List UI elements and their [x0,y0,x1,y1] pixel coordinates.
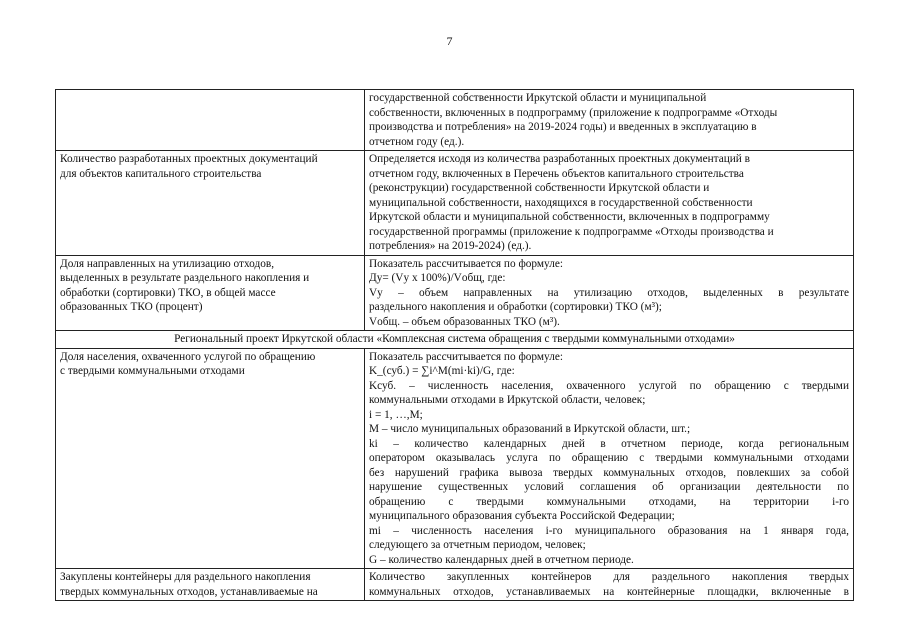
table-row [56,90,854,151]
text-line: государственной собственности Иркутской области и муниципальной [369,92,707,104]
table-row [56,255,854,331]
text-line: государственной программы (приложение к подпрограмме «Отходы производства и [369,225,774,238]
text-line: обращению с твердыми коммунальными отходами, на территории i-го [369,495,849,508]
text-line: Количество закупленных контейнеров для раздельного накопления твердых [369,571,849,583]
indicator-name-cell [56,255,365,331]
formula-line: K_(суб.) = ∑i^M(mi·ki)/G, где: [369,365,515,377]
text-line: коммунальных отходов, устанавливаемых на контейнерные площадки, включенные в [369,585,849,598]
text-line: обработки (сортировки) ТКО, в общей массе [60,286,276,299]
text-line: муниципальной собственности, находящихся в государственной собственности [369,196,753,209]
text-line: нарушение существенных условий соглашения об организации деятельности по [369,481,849,493]
text-line: отчетном году, включенных в Перечень объектов капитального строительства [369,167,744,180]
page-number: 7 [446,34,453,48]
indicator-name-cell [56,151,365,256]
text-line: M – число муниципальных образований в Иркутской области, шт.; [369,423,691,435]
text-line: (реконструкции) государственной собственности Иркутской области и [369,182,710,194]
text-line: Vобщ. – объем образованных ТКО (м³). [369,315,560,328]
text-line: твердых коммунальных отходов, устанавливаемые на [60,585,318,598]
table-row [56,348,854,569]
text-line: Показатель рассчитывается по формуле: [369,257,563,270]
text-line: отчетном году (ед.). [369,135,465,148]
text-line: с твердыми коммунальными отходами [60,365,245,377]
text-line: муниципального образования субъекта Российской Федерации; [369,510,675,522]
text-line: i = 1, …,M; [369,408,423,421]
indicator-name-cell [56,348,365,569]
text-line: Определяется исходя из количества разработанных проектных документаций в [369,153,751,165]
indicator-method-cell [365,151,854,256]
text-line: G – количество календарных дней в отчетном периоде. [369,553,634,566]
text-line: Vу – объем направленных на утилизацию отходов, выделенных в результате [369,286,849,299]
indicator-method-cell [365,255,854,331]
text-line: потребления» на 2019-2024) (ед.). [369,240,532,252]
text-line: ki – количество календарных дней в отчетном периоде, когда региональным [369,437,849,450]
text-line: Закуплены контейнеры для раздельного накопления [60,571,311,583]
indicator-method-cell [365,348,854,569]
section-heading-cell: Региональный проект Иркутской области «Комплексная система обращения с твердыми коммунальными отходами» [56,331,854,349]
text-line: без нарушений графика вывоза твердых коммунальных отходов, повлекших за собой [369,466,849,479]
text-line: Kсуб. – численность населения, охваченного услугой по обращению с твердыми [369,379,849,392]
indicator-name-cell [56,569,365,601]
text-line: для объектов капитального строительства [60,167,262,180]
indicator-name-cell [56,90,365,151]
indicator-method-cell [365,569,854,601]
text-line: Доля населения, охваченного услугой по обращению [60,350,316,363]
text-line: следующего за отчетным периодом, человек; [369,539,586,551]
text-line: Доля направленных на утилизацию отходов, [60,257,275,270]
text-line: производства и потребления» на 2019-2024 годы) и введенных в эксплуатацию в [369,121,757,133]
text-line: раздельного накопления и обработки (сортировки) ТКО (м³); [369,301,662,313]
text-line: Показатель рассчитывается по формуле: [369,350,563,363]
text-line: Иркутской области и муниципальной собственности, включенных в подпрограмму [369,211,770,223]
table-row [56,569,854,601]
text-line: собственности, включенных в подпрограмму (приложение к подпрограмме «Отходы [369,106,778,119]
table-row [56,331,854,349]
table-row [56,151,854,256]
text-line: образованных ТКО (процент) [60,301,203,313]
formula-line: Ду= (Vу х 100%)/Vобщ, где: [369,272,506,284]
text-line: mi – численность населения i-го муниципального образования на 1 января года, [369,524,849,537]
text-line: выделенных в результате раздельного накопления и [60,272,310,284]
indicator-method-cell [365,90,854,151]
text-line: оператором оказывалась услуга по обращению с твердыми коммунальными отходами [369,452,849,464]
text-line: коммунальными отходами в Иркутской области, человек; [369,394,646,406]
indicator-table [55,89,854,601]
text-line: Количество разработанных проектных документаций [60,153,318,165]
